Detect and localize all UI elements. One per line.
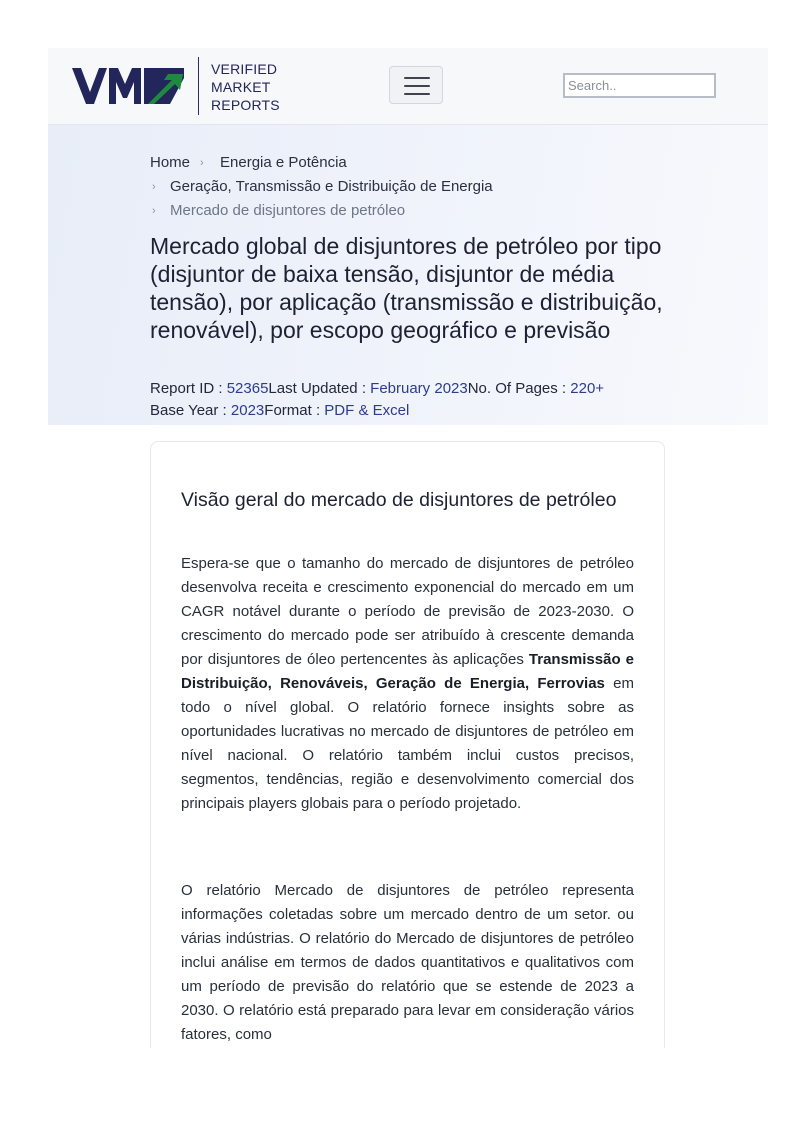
breadcrumb-current: Mercado de disjuntores de petróleo [170,202,406,219]
report-id-value: 52365 [226,380,269,397]
logo-wordmark [211,60,280,114]
pages-value: 220+ [570,380,605,397]
search-input[interactable] [563,73,716,98]
applications-highlight: Transmissão e Distribuição, Renováveis, Geração de Energia, Ferrovias [181,651,634,692]
hamburger-icon [404,93,430,95]
logo-divider [198,57,199,115]
menu-toggle-button[interactable] [389,66,443,104]
last-updated-label: Last Updated : [268,380,371,397]
breadcrumb-link[interactable]: Geração, Transmissão e Distribuição de Energia [170,178,493,195]
breadcrumb-row [150,175,493,199]
page [48,48,768,1048]
format-label: Format : [264,402,325,419]
paragraph-text: em todo o nível global. O relatório fornece insights sobre as oportunidades lucrativas no mercado de disjuntores de petróleo em nível nacional. O relatório também inclui custos precisos, segmentos, tendências, região e desenvolvimento comercial dos principais players globais para o período projetado. [181,675,634,812]
overview-paragraph [181,552,634,816]
logo-line: VERIFIED [211,61,278,77]
breadcrumb-home-link[interactable]: Home [150,154,191,171]
logo-line: REPORTS [211,97,280,113]
report-meta-row [150,400,604,422]
format-value: PDF & Excel [324,402,410,419]
base-year-value: 2023 [230,402,265,419]
report-meta-row [150,378,604,400]
chevron-right-icon: › [200,157,204,169]
breadcrumb [150,151,493,223]
report-id-label: Report ID : [150,380,227,397]
report-hero [48,125,768,425]
logo-line: MARKET [211,79,271,95]
hamburger-icon [404,77,430,79]
breadcrumb-link[interactable]: Energia e Potência [220,154,347,171]
site-header [48,48,768,125]
page-title: Mercado global de disjuntores de petróleo por tipo (disjuntor de baixa tensão, disjuntor de média tensão), por aplicação (transmissão e distribuição, renovável), por escopo geográfico e previsão [150,233,663,343]
pages-label: No. Of Pages : [467,380,571,397]
report-meta [150,378,604,422]
paragraph-text: Espera-se que o tamanho do mercado de disjuntores de petróleo desenvolva receita e crescimento exponencial do mercado em um CAGR notável durante o período de previsão de 2023-2030. O crescimento do mercado pode ser atribuído à crescente demanda por disjuntores de óleo pertencentes às aplicações [181,555,634,668]
overview-card [150,441,665,1048]
breadcrumb-row [150,199,493,223]
overview-paragraph: O relatório Mercado de disjuntores de petróleo representa informações coletadas sobre um mercado dentro de um setor. ou várias indústrias. O relatório do Mercado de disjuntores de petróleo inclui análise em termos de dados quantitativos e qualitativos com um período de previsão do relatório que se estende de 2023 a 2030. O relatório está preparado para levar em consideração vários fatores, como [181,882,634,1043]
base-year-label: Base Year : [150,402,231,419]
overview-heading: Visão geral do mercado de disjuntores de petróleo [181,489,617,511]
breadcrumb-row [150,151,493,175]
hamburger-icon [404,85,430,87]
vmr-logo-icon [72,68,184,104]
logo[interactable] [72,68,184,104]
last-updated-value: February 2023 [370,380,468,397]
chevron-right-icon: › [152,205,156,217]
chevron-right-icon: › [152,181,156,193]
